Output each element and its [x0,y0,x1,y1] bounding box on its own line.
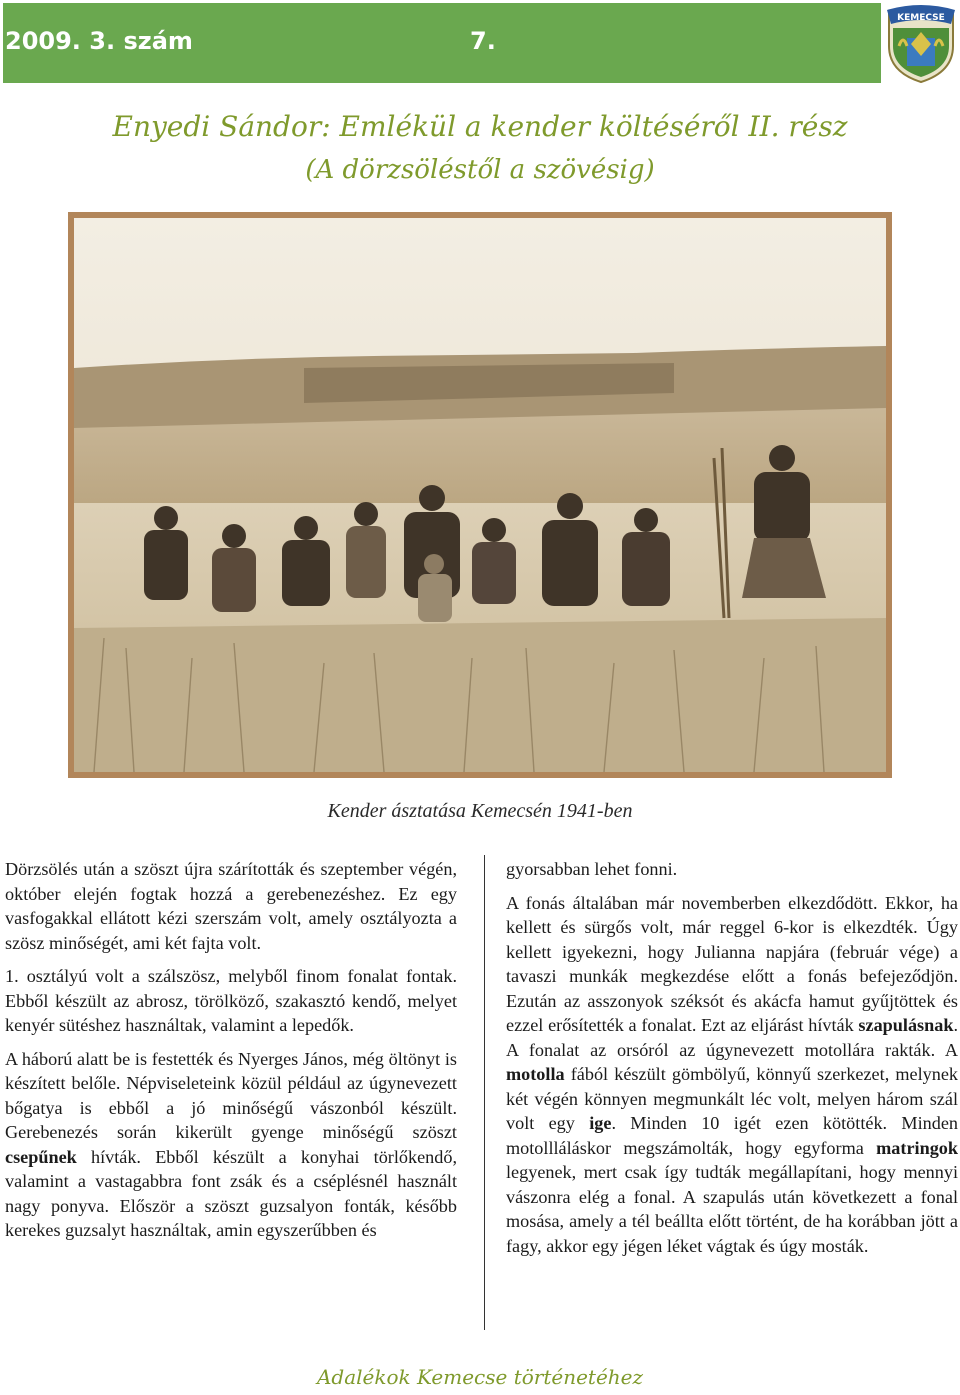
column-divider [484,855,485,1330]
paragraph: A fonás általában már novemberben elkezdődött. Ekkor, ha kellett és sürgős volt, már reggel 6-kor is elkezdték. Úgy kellett igyekezni, hogy Julianna napjára (február vége) a tavaszi munkák megkezdése előtt a fonás befejeződjön. Ezután az asszonyok széksót és akácfa hamut gyűjtöttek és ezzel erősítették a fonalat. Ezt az eljárást hívták szapulásnak. A fonalat az orsóról az úgynevezett motollára rakták. A motolla fából készült gömbölyű, könnyű szerkezet, melynek két végén könnyen megmunkált léc volt, melyen három szál volt egy ige. Minden 10 igét ezen kötötték. Minden motollláláskor megszámolták, hogy egyforma matringok legyenek, mert csak így tudták megállapítani, hogy mennyi vászonra elég a fonal. A szapulás után következett a fonal mosása, amely a tél beállta előtt történt, de ha korábban jött a fagy, akkor egy jégen léket vágtak és úgy mosták. [506,892,958,1256]
kemecse-logo [885,2,957,84]
term-ige: ige [589,1113,612,1133]
term-motolla: motolla [506,1064,565,1084]
logo-text: KEMECSE [897,13,945,23]
right-column [506,857,958,1267]
paragraph: 1. osztályú volt a szálszösz, melyből finom fonalat fontak. Ebből készült az abrosz, törölköző, szakasztó kendő, melyet kenyér sütéshez használtak, valamint a lepedők. [5,966,457,1035]
photo-frame [68,212,892,778]
term-matring: matringok [876,1137,958,1158]
hemp-retting-photo [74,218,886,772]
kemecse-crest-icon [885,2,957,84]
article-subtitle: (A dörzsöléstől a szövésig) [305,155,655,185]
article-title: Enyedi Sándor: Emlékül a kender költéséről II. rész [112,110,848,143]
paragraph: gyorsabban lehet fonni. [506,859,678,879]
paragraph: Dörzsölés után a szöszt újra szárították és szeptember végén, október elején fogtak hozzá a gerebenezéshez. Ez egy vasfogakkal ellátott kézi szerszám volt, amely osztályozta a szösz minőségét, ami két fajta volt. [5,859,457,953]
issue-label: 2009. 3. szám [5,27,193,55]
term-szapulas: szapulásnak [858,1015,954,1035]
photo-caption: Kender ásztatása Kemecsén 1941-ben [327,800,633,822]
paragraph: A háború alatt be is festették és Nyerges János, még öltönyt is készített belőle. Népviseleteink közül például az úgynevezett bőgatya is ebből a jó minőségű vászonból készült. Gerebenezés során kikerült gyenge minőségű szöszt csepűnek hívták. Ebből készült a konyhai törlőkendő, valamint a vastagabbra font zsák és a cséplésnél használt nagy ponyva. Először a szöszt guzsalyon fonták, később kerekes guzsalyt használtak, amin egyszerűbben és [5,1048,457,1240]
footer-text: Adalékok Kemecse történetéhez [316,1365,644,1389]
term-csepu: csepűnek [5,1146,77,1167]
left-column [5,857,457,1252]
page-number: 7. [470,27,496,55]
